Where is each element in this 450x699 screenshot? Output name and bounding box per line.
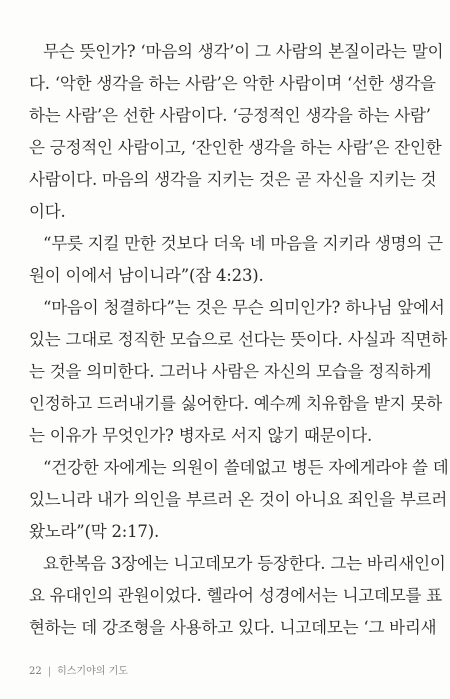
page-footer bbox=[29, 662, 128, 677]
body-line: 는 이유가 무엇인가? 병자로 서지 않기 때문이다. bbox=[29, 426, 373, 445]
body-line: 이다. bbox=[29, 202, 66, 221]
body-line: “무릇 지킬 만한 것보다 더욱 네 마음을 지키라 생명의 근 bbox=[43, 234, 443, 253]
body-line: 은 긍정적인 사람이고, ‘잔인한 생각을 하는 사람’은 잔인한 bbox=[29, 138, 442, 157]
body-text bbox=[29, 36, 449, 644]
page-number: 22 bbox=[29, 666, 42, 677]
body-line: “마음이 청결하다”는 것은 무슨 의미인가? 하나님 앞에서 bbox=[43, 298, 445, 317]
body-line: 하는 사람’은 선한 사람이다. ‘긍정적인 생각을 하는 사람’ bbox=[29, 106, 431, 125]
book-title: 히스기야의 기도 bbox=[57, 666, 128, 677]
body-line: 현하는 데 강조형을 사용하고 있다. 니고데모는 ‘그 바리새 bbox=[29, 618, 437, 637]
footer-separator: | bbox=[47, 666, 52, 677]
body-line: “건강한 자에게는 의원이 쓸데없고 병든 자에게라야 쓸 데 bbox=[43, 458, 449, 477]
body-line: 는 것을 의미한다. 그러나 사람은 자신의 모습을 정직하게 bbox=[29, 362, 432, 381]
body-line: 사람이다. 마음의 생각을 지키는 것은 곧 자신을 지키는 것 bbox=[29, 170, 437, 189]
body-line: 원이 이에서 남이니라”(잠 4:23). bbox=[29, 266, 264, 285]
body-line: 요 유대인의 관원이었다. 헬라어 성경에서는 니고데모를 표 bbox=[29, 586, 443, 605]
body-line: 왔노라”(막 2:17). bbox=[29, 522, 160, 541]
body-line: 무슨 뜻인가? ‘마음의 생각’이 그 사람의 본질이라는 말이 bbox=[43, 42, 444, 61]
body-line: 있는 그대로 정직한 모습으로 선다는 뜻이다. 사실과 직면하 bbox=[29, 330, 448, 349]
body-line: 있느니라 내가 의인을 부르러 온 것이 아니요 죄인을 부르러 bbox=[29, 490, 448, 509]
body-line: 인정하고 드러내기를 싫어한다. 예수께 치유함을 받지 못하 bbox=[29, 394, 443, 413]
body-line: 다. ‘악한 생각을 하는 사람’은 악한 사람이며 ‘선한 생각을 bbox=[29, 74, 436, 93]
body-line: 요한복음 3장에는 니고데모가 등장한다. 그는 바리새인이 bbox=[43, 554, 446, 573]
